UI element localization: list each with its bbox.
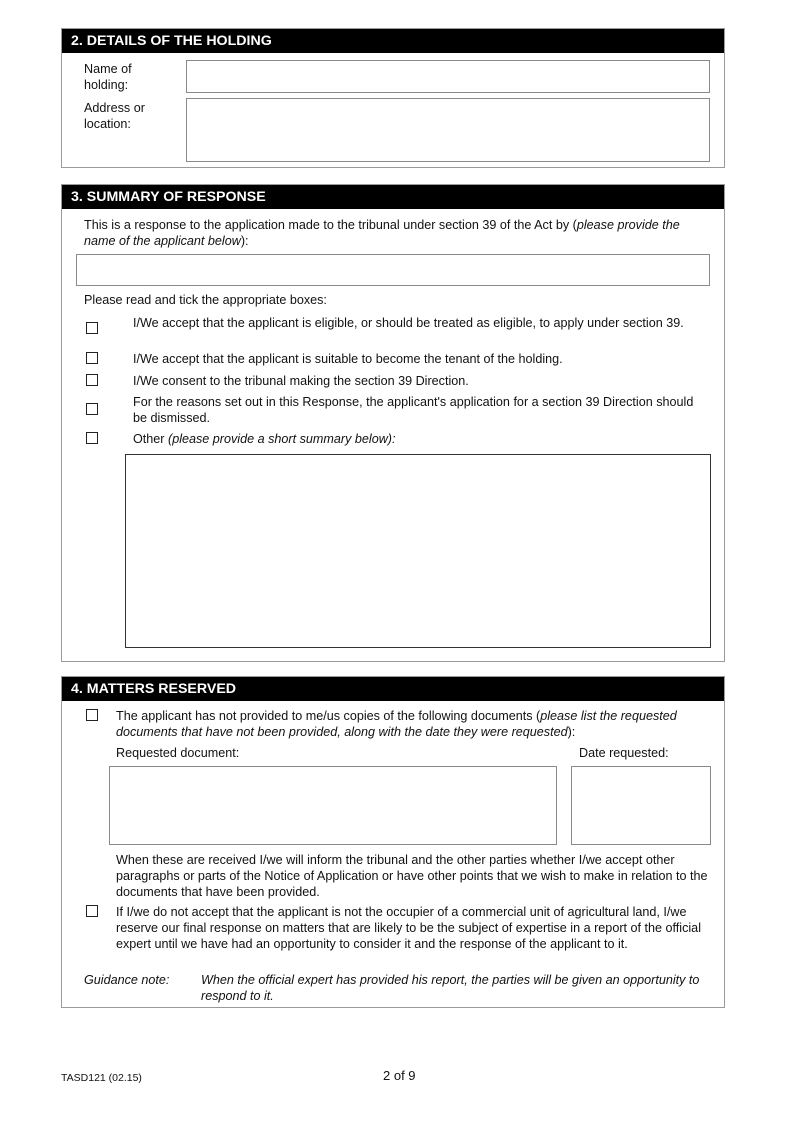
option-dismiss-checkbox[interactable] [86,403,98,415]
applicant-name-field[interactable] [76,254,710,286]
other-summary-field[interactable] [125,454,711,648]
address-field[interactable] [186,98,710,162]
option-dismiss-label: For the reasons set out in this Response, the applicant's application for a section 39 Direction should be dismissed. [133,395,694,425]
option-consent-checkbox[interactable] [86,374,98,386]
section-details-of-holding [61,28,725,168]
reserve-response-checkbox[interactable] [86,905,98,917]
section-3-title: 3. SUMMARY OF RESPONSE [62,185,724,209]
section-summary-of-response [61,184,725,662]
reserve-response-text: If I/we do not accept that the applicant is not the occupier of a commercial unit of agricultural land, I/we reserve our final response on matters that are likely to be the subject of expertise in a report of the official expert until we have had an opportunity to consider it and the response of the applicant to it. [116,905,701,951]
section-2-title: 2. DETAILS OF THE HOLDING [62,29,724,53]
option-other-label: Other (please provide a short summary below): [133,432,396,446]
section-matters-reserved [61,676,725,1008]
option-eligible-label: I/We accept that the applicant is eligible, or should be treated as eligible, to apply under section 39. [133,316,684,330]
guidance-note-text: When the official expert has provided his report, the parties will be given an opportunity to respond to it. [201,973,700,1003]
option-other-checkbox[interactable] [86,432,98,444]
option-suitable-label: I/We accept that the applicant is suitable to become the tenant of the holding. [133,352,563,366]
address-label: Address or location: [84,101,145,131]
option-eligible-checkbox[interactable] [86,322,98,334]
requested-document-label: Requested document: [116,746,240,760]
name-of-holding-field[interactable] [186,60,710,93]
follow-up-text: When these are received I/we will inform the tribunal and the other parties whether I/we accept other paragraphs or parts of the Notice of Application or have other points that we wish to make in relation to the documents that have been provided. [116,853,708,899]
date-requested-label: Date requested: [579,746,669,760]
tick-instruction: Please read and tick the appropriate boxes: [84,293,327,307]
section-4-title: 4. MATTERS RESERVED [62,677,724,701]
option-suitable-checkbox[interactable] [86,352,98,364]
documents-not-provided-checkbox[interactable] [86,709,98,721]
page-number: 2 of 9 [383,1068,416,1083]
documents-not-provided-text: The applicant has not provided to me/us copies of the following documents (please list the requested documents that have not been provided, along with the date they were requested): [116,709,677,739]
guidance-note-label: Guidance note: [84,973,170,987]
form-code: TASD121 (02.15) [61,1072,142,1084]
response-intro: This is a response to the application made to the tribunal under section 39 of the Act by (please provide the name of the applicant below): [84,218,680,248]
date-requested-field[interactable] [571,766,711,845]
name-of-holding-label: Name of holding: [84,62,132,92]
requested-document-field[interactable] [109,766,557,845]
option-consent-label: I/We consent to the tribunal making the section 39 Direction. [133,374,469,388]
